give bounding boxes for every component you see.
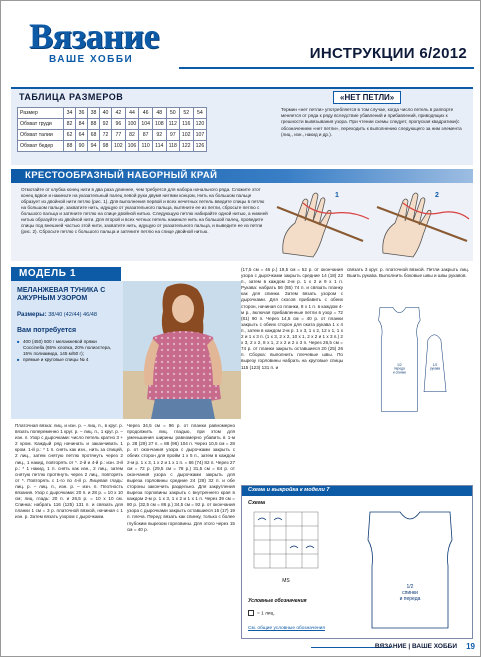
sizes-section xyxy=(11,87,473,165)
sizes-cell: 54 xyxy=(193,108,207,119)
knit-stitch-icon xyxy=(248,610,254,616)
sizes-cell: 94 xyxy=(88,141,100,152)
magazine-logo: Вязание xyxy=(29,16,159,56)
hands-drawing xyxy=(273,183,473,261)
instructions-column-4: связать 3 круг. р. платочной вязкой. Петли закрыть лиц. Вшить рукава. Выполнить боковые швы и швы рукавов. xyxy=(347,267,469,279)
header xyxy=(9,7,475,81)
instructions-column-3: (17,5 см = 46 р.) 19,5 см = 52 р. от окончания узора с дырочками закрыть средние 14 (18) 22 п., затем в каждом 2-м р. 1 х 2 и 9 х 1 п. Рукава: набрать 56 (55) 74 п. и связать планку как для спинки. Затем вязать узором с дырочками. Для скосов прибавить с обеих сторон, начиная со планки, 8 х 1 п. в каждом 4-м р., включая прибавленные петли в узор = 72 (81) 90 п. Через 14,5 см = 40 р. от планки закрыть с обеих сторон для оката рукава 1 х 4 п., затем в каждом 2-м р. 1 х 3, 1 х 2, 12 х 1, 1 х 2 и 1 х 3 п. (1 х 3, 2 х 2, 10 х 1, 2 х 2 и 1 х 3 п.) 2 х 3, 2 х 2, 8 х 1, 2 х 2 и 2 х 3 п. Через 26,5 см = 74 р. от планки закрыть оставшиеся 20 (25) 26 п. Сборка: выполнить плечевые швы. По вырезу горловины набрать на круговые спицы 115 (123) 131 п. и xyxy=(241,267,343,370)
sizes-cell: 96 xyxy=(112,119,126,130)
header-divider xyxy=(179,67,474,69)
front-back-outline xyxy=(379,307,420,411)
sizes-cell: 92 xyxy=(152,130,166,141)
sizes-row-label: Размер xyxy=(18,108,64,119)
sizes-cell: 112 xyxy=(166,119,179,130)
magazine-logo-subtitle: ВАШЕ ХОББИ xyxy=(49,54,134,65)
sizes-cell: 50 xyxy=(166,108,179,119)
stitch-chart xyxy=(250,508,330,588)
footer-text: ВЯЗАНИЕ | ВАШЕ ХОББИ xyxy=(374,643,457,650)
materials-item: ■ прямые и круговые спицы № 4 xyxy=(17,357,117,363)
crossed-caston-section xyxy=(11,169,473,261)
schema-piece-label: 1/2 спинки и переда xyxy=(399,584,421,602)
legend-title: Условные обозначения xyxy=(248,598,307,604)
crossed-caston-title: КРЕСТООБРАЗНЫЙ НАБОРНЫЙ КРАЙ xyxy=(25,170,218,181)
figure-1-label: 1 xyxy=(335,192,339,199)
sizes-cell: 68 xyxy=(88,130,100,141)
sizes-cell: 114 xyxy=(152,141,166,152)
sizes-cell: 97 xyxy=(166,130,179,141)
garment-pattern-drawing xyxy=(351,301,475,419)
sizes-cell: 116 xyxy=(179,119,193,130)
sizes-cell: 44 xyxy=(125,108,139,119)
sizes-cell: 36 xyxy=(76,108,88,119)
schema-box xyxy=(241,485,473,639)
net-petli-title: «НЕТ ПЕТЛИ» xyxy=(333,91,401,104)
footer xyxy=(311,643,475,655)
sizes-row-label: Обхват груди xyxy=(18,119,64,130)
schema-title: Схема и выкройка к модели 7 xyxy=(248,487,330,493)
sizes-cell: 52 xyxy=(179,108,193,119)
instructions-column-2: Через 34,5 см = 96 р. от планки равномерно продолжить лиц. гладью, при этом для уменьшения ширины равномерно убавить в 1-м р. 28 (29) 27 п. = 88 (96) 104 п. Через 10,5 см = 28 р. от окончания узора с дырочками закрыть с обеих сторон для пройм 1 х 5 п., затем в каждом 2-м р. 1 х 3, 1 х 2 и 1 х 1 п. = 66 (74) 82 п. Через 27 см = 72 р. (29,5 см = 78 р.) 31,5 см = 84 р. от окончания узора с дырочками закрыть для выреза горловины средние 24 (28) 32 п. и обе стороны закончить раздельно. Для закругления выреза горловины закрыть с внутреннего края в каждом 2-м р. 1 х 3, 1 х 2 и 1 х 1 п. Через 39 см = 80 р. (32,5 см = 86 р.) 34,5 см = 92 р. от окончания узора с дырочками закрыть оставшиеся 15 (17) 19 п. плеча. Перед: вязать как спинку, только с более глубоким вырезом горловины. Для этого через 15 см = 40 р. xyxy=(127,423,235,532)
sizes-table-row xyxy=(18,119,207,130)
front-back-label: 1/2 переда и спинки xyxy=(392,362,406,375)
schema-header xyxy=(242,486,472,496)
crossed-caston-header xyxy=(11,169,473,183)
sizes-cell: 46 xyxy=(139,108,153,119)
sizes-cell: 87 xyxy=(139,130,153,141)
sizes-cell: 104 xyxy=(139,119,153,130)
sizes-cell: 88 xyxy=(88,119,100,130)
sizes-cell: 108 xyxy=(152,119,166,130)
sizes-cell: 77 xyxy=(112,130,126,141)
sizes-cell: 82 xyxy=(64,119,76,130)
sizes-table-title: ТАБЛИЦА РАЗМЕРОВ xyxy=(19,92,124,102)
sizes-table-row xyxy=(18,130,207,141)
materials-item: ■ 400 (450) 500 г меланжевой пряжи Coccinella (65% хлопка, 20% полиэстера, 15% полиамида, 145 м/50 г); xyxy=(17,339,117,356)
legend-general-link[interactable]: См. общие условные обозначения xyxy=(248,626,325,631)
sizes-cell: 84 xyxy=(76,119,88,130)
sizes-cell: 122 xyxy=(179,141,193,152)
model-sizes-value: 38/40 (42/44) 46/48 xyxy=(46,312,98,318)
model-photo xyxy=(123,281,241,419)
issue-title: ИНСТРУКЦИИ 6/2012 xyxy=(309,45,467,62)
hands-illustration xyxy=(273,183,473,261)
sizes-cell: 88 xyxy=(64,141,76,152)
sizes-cell: 102 xyxy=(112,141,126,152)
net-petli-text: Термин «нет петли» употребляется в том случае, когда число петель в раппорте меняется от ряда к ряду вследствие убавлений и прибавлений, приводящих к грешности вывязывания узора. При чтении схемы следует, пропуская квадратики(с обозначением «нет петли», переходить к выполнению следующего за ним элемента (лиц., изн., накид и др.). xyxy=(281,107,462,137)
page-number: 19 xyxy=(466,642,475,651)
garment-pattern xyxy=(351,301,473,483)
sizes-table-row xyxy=(18,108,207,119)
sizes-cell: 110 xyxy=(139,141,153,152)
sizes-cell: 100 xyxy=(125,119,139,130)
legend-item-knit-label: = 1 лиц. xyxy=(257,611,275,617)
sizes-cell: 42 xyxy=(112,108,126,119)
sizes-cell: 82 xyxy=(125,130,139,141)
sleeve-label: 1/2 рукава xyxy=(429,362,441,371)
sizes-row-label: Обхват талии xyxy=(18,130,64,141)
sizes-cell: 64 xyxy=(76,130,88,141)
model-photo-drawing xyxy=(123,281,241,419)
sizes-cell: 120 xyxy=(193,119,207,130)
ms-label: MS xyxy=(282,578,290,584)
sizes-cell: 107 xyxy=(193,130,207,141)
sizes-row-label: Обхват бедер xyxy=(18,141,64,152)
instructions-column-1: Платочная вязка: лиц. и изн. р. – лиц. п., в круг. р. вязать попеременно 1 круг. р. – лиц. п., 1 круг. р. – изн. п. Узор с дырочками: число петель кратно 3 + 2 кром. Каждый ряд начинать и заканчивать 1 кром. 1-й р.: * 1 п. снять как изн., нить за спицей, 2 лиц., затем снятую петлю протянуть через 2 лиц., 1 накид, повторять от *. 2-й и 4-й р.: изн. 3-й р.: * 1 накид, 1 п. снять как изн., 2 лиц., затем снятую петлю протянуть через 2 лиц., повторять от *. Повторять с 1-го по 4-й р. Лицевая гладь: лиц. р. – лиц. п., изн. р. – изн. п. Плотность вязания. Узор с дырочками: 20 п. и 28 р. = 10 х 10 см; лиц. гладь: 20 п. и 26,5 р. = 10 х 10 см. Спинка: набрать 116 (125) 131 п. и связать для планки 1 см = 3 р. платочной вязкой, начиная с 1 изн. р. Затем вязать узором с дырочками. xyxy=(15,423,123,520)
sizes-cell: 38 xyxy=(88,108,100,119)
materials-title: Вам потребуется xyxy=(17,327,77,334)
sizes-cell: 90 xyxy=(76,141,88,152)
figure-2-label: 2 xyxy=(435,192,439,199)
sizes-cell: 92 xyxy=(100,119,112,130)
logo-block xyxy=(9,7,179,77)
model-header xyxy=(11,267,121,281)
sizes-table-row xyxy=(18,141,207,152)
sizes-cell: 98 xyxy=(100,141,112,152)
sizes-cell: 34 xyxy=(64,108,76,119)
model-info-box xyxy=(11,281,123,419)
sizes-cell: 102 xyxy=(179,130,193,141)
model-sizes xyxy=(17,311,97,318)
sizes-cell: 106 xyxy=(125,141,139,152)
sizes-table xyxy=(17,107,207,152)
sizes-cell: 48 xyxy=(152,108,166,119)
model-sizes-label: Размеры: xyxy=(17,311,47,318)
crossed-caston-text: Отмотайте от клубка конец нити в два раза длиннее, чем требуется для набора начального ряда. Сложите этот конец вдвое и накиньте на указательный палец левой руки двумя нитями концом, Нить на большом пальце образует из двойной нити петлю (рис. 1). Для выполнения первой и всех нечетных петель введите спицы в петлю на большом пальце, захватите нить, идущую от указательного пальца, вытяните ее из петли, сбросьте петлю с большого пальца и затяните петлю на спице двойной нитью. Следующую петлю набирайте одной нитью, а нижней нитью образуйте из двойной нити. Для второй и всех четных петель накиньте нить на большой палец, проведите спицы под внешней частью этой нити, захватите нить, идущую от указательного пальца, и выведите ее из петли (рис. 2). Сбросьте петлю с большого пальца и затяните петлю на спице двойной нитью. xyxy=(21,187,268,234)
materials-list xyxy=(17,339,117,364)
sizes-cell: 62 xyxy=(64,130,76,141)
sizes-cell: 118 xyxy=(166,141,179,152)
legend-item-knit xyxy=(248,610,275,616)
sizes-cell: 126 xyxy=(193,141,207,152)
sizes-cell: 72 xyxy=(100,130,112,141)
schema-label: Схема xyxy=(248,500,266,506)
model-name: МЕЛАНЖЕВАЯ ТУНИКА С АЖУРНЫМ УЗОРОМ xyxy=(17,287,106,302)
schema-pattern-piece xyxy=(360,504,470,636)
model-title: МОДЕЛЬ 1 xyxy=(19,268,77,279)
sizes-cell: 40 xyxy=(100,108,112,119)
